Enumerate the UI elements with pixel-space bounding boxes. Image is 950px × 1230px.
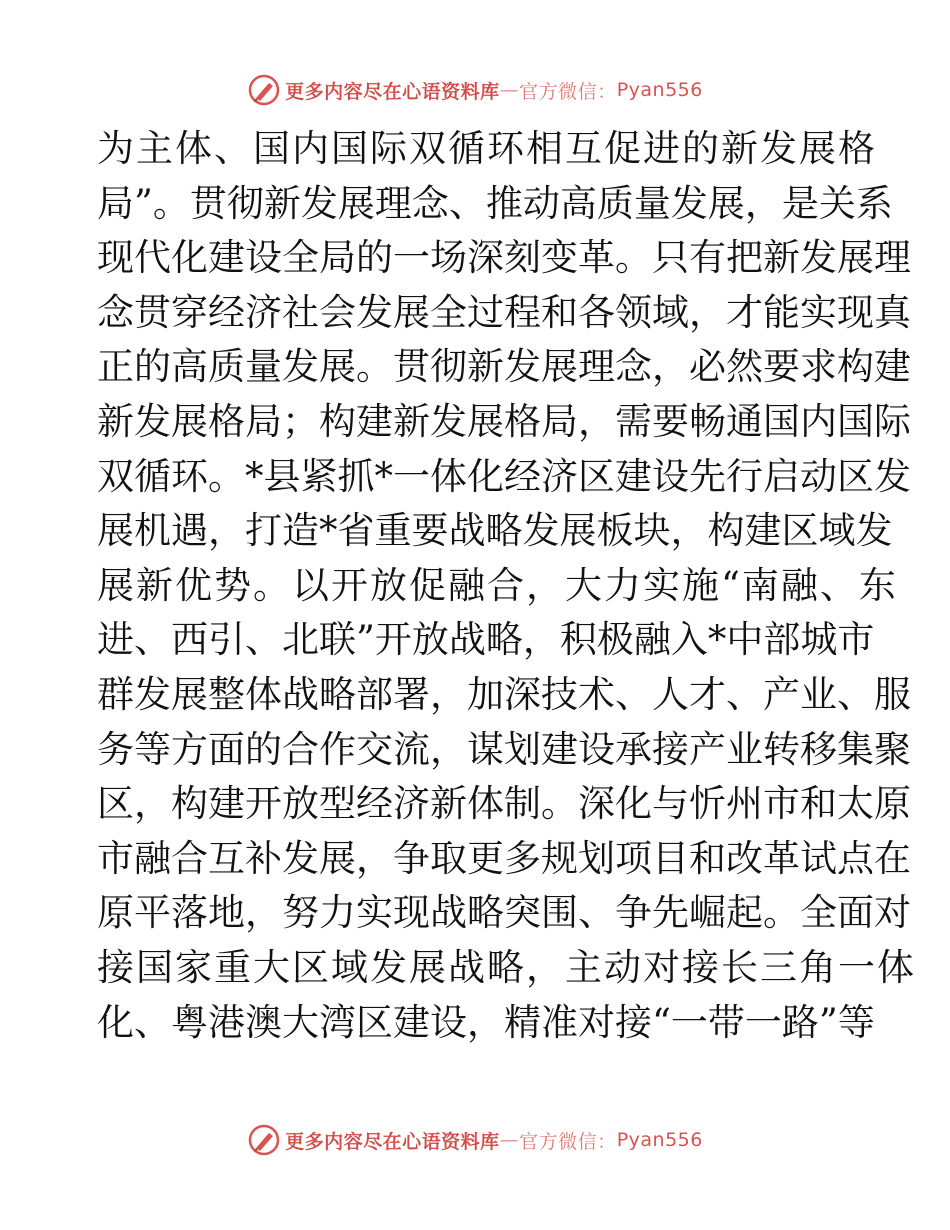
footer-watermark: [0, 1122, 950, 1158]
body-line: 局”。贯彻新发展理念、推动高质量发展，是关系: [97, 181, 893, 225]
pen-logo-icon: [247, 73, 281, 107]
body-line: 区，构建开放型经济新体制。深化与忻州市和太原: [97, 782, 911, 826]
body-line: 接国家重大区域发展战略，主动对接长三角一体: [97, 945, 916, 989]
header-watermark: [0, 72, 950, 108]
body-line: 新发展格局；构建新发展格局，需要畅通国内国际: [97, 399, 911, 443]
document-body: [97, 122, 916, 1050]
body-line: 务等方面的合作交流，谋划建设承接产业转移集聚: [97, 727, 911, 771]
body-line: 现代化建设全局的一场深刻变革。只有把新发展理: [97, 236, 911, 280]
watermark-wechat-id: Pyan556: [616, 79, 703, 101]
body-line: 正的高质量发展。贯彻新发展理念，必然要求构建: [97, 345, 911, 389]
body-line: 念贯穿经济社会发展全过程和各领域，才能实现真: [97, 290, 911, 334]
watermark-wechat-id: Pyan556: [616, 1129, 703, 1151]
body-line: 化、粤港澳大湾区建设，精准对接“一带一路”等: [97, 1000, 875, 1044]
body-line: 原平落地，努力实现战略突围、争先崛起。全面对: [97, 891, 911, 935]
body-line: 展机遇，打造*省重要战略发展板块，构建区域发: [97, 509, 893, 553]
body-line: 群发展整体战略部署，加深技术、人才、产业、服: [97, 672, 911, 716]
body-line: 为主体、国内国际双循环相互促进的新发展格: [97, 127, 877, 170]
body-line: 进、西引、北联”开放战略，积极融入*中部城市: [97, 618, 875, 662]
body-line: 展新优势。以开放促融合，大力实施“南融、东: [97, 563, 898, 607]
watermark-label: 官方微信：: [519, 80, 617, 103]
body-line: 双循环。*县紧抓*一体化经济区建设先行启动区发: [97, 454, 911, 498]
body-line: 市融合互补发展，争取更多规划项目和改革试点在: [97, 836, 911, 880]
watermark-label: 官方微信：: [519, 1130, 617, 1153]
watermark-main-text: 更多内容尽在心语资料库: [285, 1130, 500, 1153]
pen-logo-icon: [247, 1123, 281, 1157]
watermark-main-text: 更多内容尽在心语资料库: [285, 80, 500, 103]
watermark-separator: —: [499, 1129, 520, 1151]
watermark-separator: —: [499, 79, 520, 101]
